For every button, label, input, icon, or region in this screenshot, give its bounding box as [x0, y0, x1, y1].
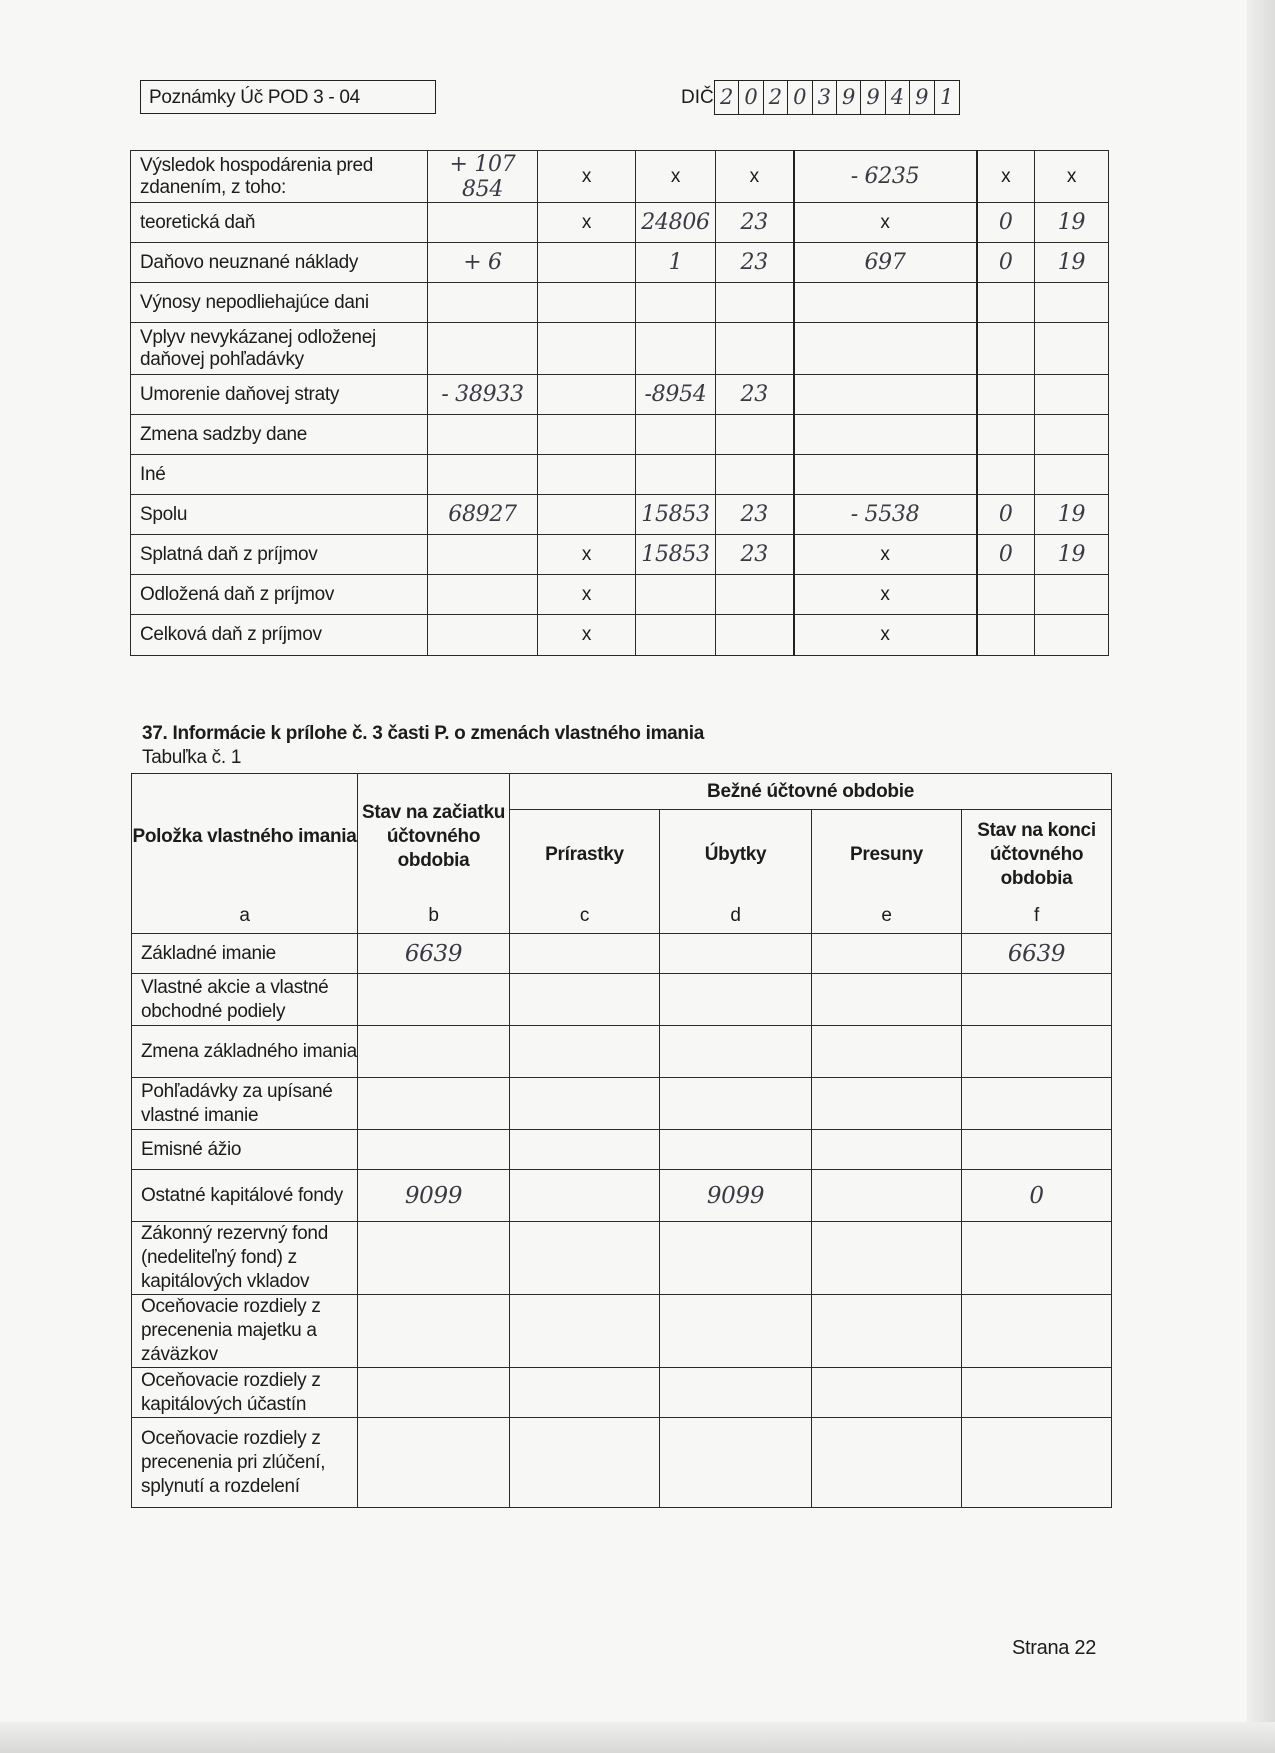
table-cell: [538, 283, 636, 323]
row-label: Oceňovacie rozdiely z kapitálových účastín: [132, 1368, 358, 1418]
table-cell: x: [977, 151, 1035, 203]
table-cell: [794, 415, 977, 455]
table-cell: [1035, 375, 1109, 415]
table-cell: [977, 283, 1035, 323]
table-cell: [1035, 323, 1109, 375]
table-cell: 9099: [660, 1170, 812, 1222]
table-cell: [660, 1295, 812, 1368]
row-label: Pohľadávky za upísané vlastné imanie: [132, 1078, 358, 1130]
table-cell: [510, 1130, 660, 1170]
table-cell: [977, 375, 1035, 415]
table-cell: x: [794, 615, 977, 656]
table-row: [131, 283, 1109, 323]
table-row: [132, 1222, 1112, 1295]
table-cell: [812, 974, 962, 1026]
dic-digit: 0: [788, 81, 812, 114]
table-cell: [358, 1078, 510, 1130]
table-cell: [428, 415, 538, 455]
table-cell: [812, 1295, 962, 1368]
table-cell: 0: [977, 535, 1035, 575]
table-cell: [977, 323, 1035, 375]
table-cell: [660, 1078, 812, 1130]
table-cell: [660, 1368, 812, 1418]
table-cell: [358, 1295, 510, 1368]
table-cell: x: [794, 203, 977, 243]
table-cell: [636, 575, 716, 615]
table-row: [131, 615, 1109, 656]
table-cell: 15853: [636, 535, 716, 575]
table-cell: [636, 615, 716, 656]
table-cell: [358, 1222, 510, 1295]
header-current-period: Bežné účtovné obdobie: [510, 774, 1112, 810]
table-cell: [510, 1222, 660, 1295]
table-cell: [358, 1368, 510, 1418]
row-label: Oceňovacie rozdiely z precenenia pri zlúčení, splynutí a rozdelení: [132, 1418, 358, 1508]
table-cell: x: [538, 615, 636, 656]
table-cell: [812, 1130, 962, 1170]
table-row: [132, 1418, 1112, 1508]
table-cell: 23: [716, 243, 794, 283]
table-row: [131, 375, 1109, 415]
table-row: [132, 1078, 1112, 1130]
table-cell: [538, 323, 636, 375]
table-cell: - 38933: [428, 375, 538, 415]
table-cell: [428, 455, 538, 495]
form-label: Poznámky Úč POD 3 - 04: [140, 80, 436, 114]
table-cell: [962, 1295, 1112, 1368]
table-cell: [538, 375, 636, 415]
dic-digit: 9: [861, 81, 885, 114]
row-label: Emisné ážio: [132, 1130, 358, 1170]
column-letter: d: [660, 900, 812, 934]
column-letter: a: [132, 900, 358, 934]
table-cell: 6639: [962, 934, 1112, 974]
table-cell: [962, 1222, 1112, 1295]
column-letter: f: [962, 900, 1112, 934]
table-cell: x: [716, 151, 794, 203]
table-cell: x: [538, 535, 636, 575]
table-cell: [636, 323, 716, 375]
table-cell: [538, 495, 636, 535]
table-cell: [660, 974, 812, 1026]
table-cell: [716, 615, 794, 656]
table-cell: [510, 1078, 660, 1130]
table-cell: 68927: [428, 495, 538, 535]
row-label: Iné: [131, 455, 428, 495]
table-cell: [716, 415, 794, 455]
row-label: Základné imanie: [132, 934, 358, 974]
row-label: Ostatné kapitálové fondy: [132, 1170, 358, 1222]
table-cell: [962, 974, 1112, 1026]
table-row: [131, 455, 1109, 495]
table-cell: - 6235: [794, 151, 977, 203]
table-row: [131, 151, 1109, 203]
row-label: Spolu: [131, 495, 428, 535]
page-number: Strana 22: [1012, 1637, 1097, 1659]
table-cell: 15853: [636, 495, 716, 535]
table-cell: x: [538, 203, 636, 243]
table-cell: x: [636, 151, 716, 203]
table-cell: [716, 283, 794, 323]
equity-changes-table: [131, 773, 1112, 1508]
table-cell: [977, 415, 1035, 455]
table-cell: [794, 283, 977, 323]
table-cell: [1035, 615, 1109, 656]
table-cell: 19: [1035, 243, 1109, 283]
table-row: [131, 535, 1109, 575]
income-tax-table: [130, 150, 1109, 656]
dic-digit: 4: [886, 81, 910, 114]
table-cell: [358, 1026, 510, 1078]
table-cell: [812, 1368, 962, 1418]
table-row: [131, 203, 1109, 243]
table-cell: 0: [977, 495, 1035, 535]
table-cell: + 107 854: [428, 151, 538, 203]
table-cell: [1035, 455, 1109, 495]
table-cell: x: [794, 575, 977, 615]
table-cell: 23: [716, 375, 794, 415]
header-reductions: Úbytky: [660, 810, 812, 900]
table-cell: 19: [1035, 535, 1109, 575]
table-row: [131, 323, 1109, 375]
table-cell: [716, 575, 794, 615]
dic-digit: 0: [739, 81, 763, 114]
table-cell: 23: [716, 535, 794, 575]
dic-digit: 9: [837, 81, 861, 114]
section-37-title: 37. Informácie k prílohe č. 3 časti P. o zmenách vlastného imania: [142, 723, 704, 744]
row-label: Výsledok hospodárenia pred zdanením, z toho:: [131, 151, 428, 203]
table-cell: [510, 934, 660, 974]
table-cell: 24806: [636, 203, 716, 243]
table-cell: x: [794, 535, 977, 575]
header-item: Položka vlastného imania: [132, 774, 358, 900]
table-cell: [660, 1418, 812, 1508]
section-37-subtitle: Tabuľka č. 1: [142, 747, 242, 768]
table-row: [132, 1295, 1112, 1368]
table-row: [132, 1368, 1112, 1418]
table-cell: [962, 1078, 1112, 1130]
row-label: Výnosy nepodliehajúce dani: [131, 283, 428, 323]
table-cell: 19: [1035, 495, 1109, 535]
table-cell: -8954: [636, 375, 716, 415]
table-cell: [962, 1130, 1112, 1170]
column-letter: c: [510, 900, 660, 934]
table-cell: [716, 323, 794, 375]
table-cell: [636, 455, 716, 495]
table-cell: [510, 1295, 660, 1368]
header-additions: Prírastky: [510, 810, 660, 900]
header-end: Stav na konci účtovného obdobia: [962, 810, 1112, 900]
table-cell: [510, 974, 660, 1026]
table-cell: 697: [794, 243, 977, 283]
table-cell: [1035, 575, 1109, 615]
table-row: [132, 1026, 1112, 1078]
table-cell: 0: [977, 203, 1035, 243]
dic-digit: 3: [813, 81, 837, 114]
table-cell: x: [1035, 151, 1109, 203]
table-row: [131, 495, 1109, 535]
table-cell: [428, 323, 538, 375]
row-label: Oceňovacie rozdiely z precenenia majetku a záväzkov: [132, 1295, 358, 1368]
table-cell: [660, 934, 812, 974]
table-cell: [428, 535, 538, 575]
table-cell: [812, 1078, 962, 1130]
row-label: Daňovo neuznané náklady: [131, 243, 428, 283]
table-cell: [977, 455, 1035, 495]
table-row: [132, 934, 1112, 974]
table-row: [132, 974, 1112, 1026]
table-cell: [358, 1130, 510, 1170]
table-cell: 1: [636, 243, 716, 283]
table-cell: 6639: [358, 934, 510, 974]
page-edge-shadow: [0, 1722, 1275, 1753]
table-cell: 9099: [358, 1170, 510, 1222]
table-row: [132, 1130, 1112, 1170]
table-cell: [358, 974, 510, 1026]
table-cell: x: [538, 151, 636, 203]
table-cell: [660, 1222, 812, 1295]
row-label: teoretická daň: [131, 203, 428, 243]
table-cell: 23: [716, 495, 794, 535]
table-cell: [358, 1418, 510, 1508]
table-cell: [1035, 415, 1109, 455]
table-cell: [538, 415, 636, 455]
table-row: [131, 243, 1109, 283]
table-cell: [636, 415, 716, 455]
dic-digit: 2: [764, 81, 788, 114]
table-row: [131, 575, 1109, 615]
header-transfers: Presuny: [812, 810, 962, 900]
table-cell: x: [538, 575, 636, 615]
table-cell: - 5538: [794, 495, 977, 535]
row-label: Celková daň z príjmov: [131, 615, 428, 656]
row-label: Zákonný rezervný fond (nedeliteľný fond) z kapitálových vkladov: [132, 1222, 358, 1295]
table-cell: [428, 575, 538, 615]
table-cell: [538, 243, 636, 283]
table-cell: 0: [977, 243, 1035, 283]
dic-digit: 9: [910, 81, 934, 114]
table-cell: 19: [1035, 203, 1109, 243]
table-cell: [794, 455, 977, 495]
row-label: Odložená daň z príjmov: [131, 575, 428, 615]
table-row: [132, 1170, 1112, 1222]
dic-digit: 1: [940, 85, 954, 109]
table-cell: [510, 1418, 660, 1508]
table-cell: [812, 1026, 962, 1078]
table-cell: [428, 283, 538, 323]
table-cell: [510, 1026, 660, 1078]
table-cell: [977, 615, 1035, 656]
table-cell: [428, 203, 538, 243]
table-cell: [977, 575, 1035, 615]
table-cell: [812, 934, 962, 974]
dic-boxes: [714, 80, 960, 115]
table-cell: [962, 1368, 1112, 1418]
table-cell: [428, 615, 538, 656]
table-cell: [510, 1170, 660, 1222]
table-cell: [794, 323, 977, 375]
table-cell: [660, 1130, 812, 1170]
table-cell: [812, 1170, 962, 1222]
table-cell: [962, 1418, 1112, 1508]
table-cell: + 6: [428, 243, 538, 283]
row-label: Vplyv nevykázanej odloženej daňovej pohľadávky: [131, 323, 428, 375]
table-cell: [636, 283, 716, 323]
table-cell: [962, 1026, 1112, 1078]
row-label: Zmena sadzby dane: [131, 415, 428, 455]
row-label: Umorenie daňovej straty: [131, 375, 428, 415]
table-cell: [812, 1418, 962, 1508]
table-cell: [538, 455, 636, 495]
table-cell: 0: [962, 1170, 1112, 1222]
dic-digit: 2: [715, 81, 739, 114]
row-label: Vlastné akcie a vlastné obchodné podiely: [132, 974, 358, 1026]
column-letter: e: [812, 900, 962, 934]
table-cell: [510, 1368, 660, 1418]
table-cell: [660, 1026, 812, 1078]
dic-label: DIČ: [681, 87, 714, 108]
table-cell: [812, 1222, 962, 1295]
row-label: Splatná daň z príjmov: [131, 535, 428, 575]
row-label: Zmena základného imania: [132, 1026, 358, 1078]
column-letter: b: [358, 900, 510, 934]
table-cell: [794, 375, 977, 415]
table-row: [131, 415, 1109, 455]
table-cell: 23: [716, 203, 794, 243]
table-cell: [716, 455, 794, 495]
table-cell: [1035, 283, 1109, 323]
header-start: Stav na začiatku účtovného obdobia: [358, 774, 510, 900]
